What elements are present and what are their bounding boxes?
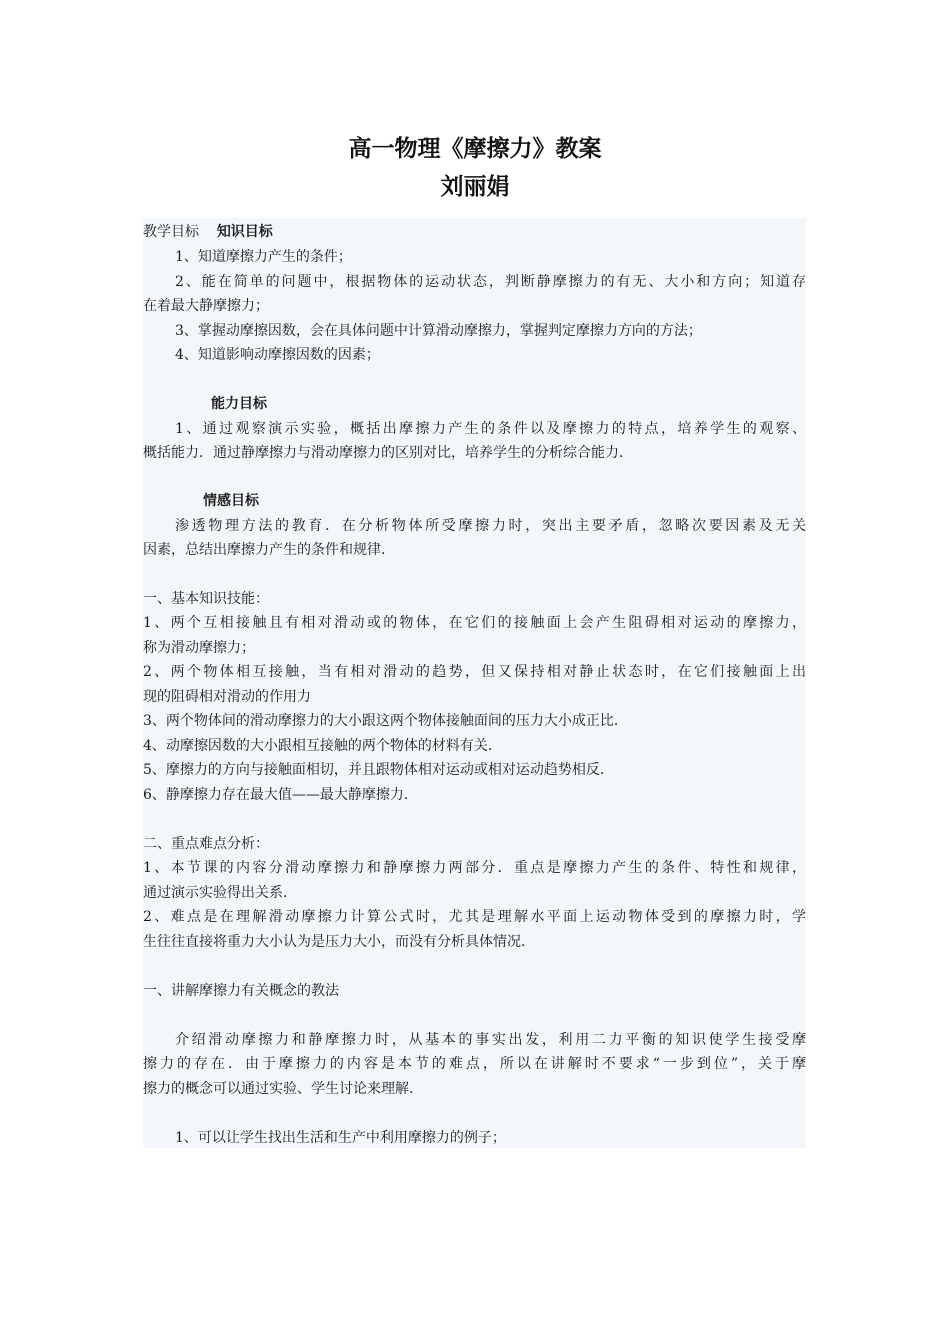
ability-line: 概括能力．通过静摩擦力与滑动摩擦力的区别对比，培养学生的分析综合能力． bbox=[143, 445, 633, 461]
knowledge-item: 2、能在简单的问题中，根据物体的运动状态，判断静摩擦力的有无、大小和方向；知道存 bbox=[175, 274, 806, 290]
section1-line: 现的阻碍相对滑动的作用力 bbox=[143, 689, 311, 705]
knowledge-item: 在着最大静摩擦力； bbox=[143, 298, 269, 314]
section2-line: 2、难点是在理解滑动摩擦力计算公式时，尤其是理解水平面上运动物体受到的摩擦力时，学 bbox=[143, 909, 806, 925]
emotion-line: 因素，总结出摩擦力产生的条件和规律． bbox=[143, 542, 395, 558]
section1-line: 2、两个物体相互接触，当有相对滑动的趋势，但又保持相对静止状态时，在它们接触面上出 bbox=[143, 664, 806, 680]
document-author: 刘丽娟 bbox=[440, 174, 510, 200]
knowledge-item: 4、知道影响动摩擦因数的因素； bbox=[175, 347, 380, 363]
section1-heading: 一、基本知识技能： bbox=[143, 591, 269, 607]
knowledge-item: 1、知道摩擦力产生的条件； bbox=[175, 249, 352, 265]
knowledge-item: 3、掌握动摩擦因数，会在具体问题中计算滑动摩擦力，掌握判定摩擦力方向的方法； bbox=[175, 323, 702, 339]
section3-heading: 一、讲解摩擦力有关概念的教法 bbox=[143, 983, 339, 999]
section2-heading: 二、重点难点分析： bbox=[143, 836, 269, 852]
section3-para-line: 擦力的概念可以通过实验、学生讨论来理解． bbox=[143, 1081, 423, 1097]
document-title: 高一物理《摩擦力》教案 bbox=[348, 136, 602, 162]
knowledge-heading: 知识目标 bbox=[216, 224, 273, 240]
section1-line: 1、两个互相接触且有相对滑动或的物体，在它们的接触面上会产生阻碍相对运动的摩擦力， bbox=[143, 615, 806, 631]
emotion-heading: 情感目标 bbox=[203, 493, 259, 509]
objectives-label: 教学目标 bbox=[143, 224, 199, 240]
emotion-line: 渗透物理方法的教育．在分析物体所受摩擦力时，突出主要矛盾，忽略次要因素及无关 bbox=[175, 518, 806, 534]
section1-line: 6、静摩擦力存在最大值——最大静摩擦力． bbox=[143, 787, 418, 803]
section1-line: 3、两个物体间的滑动摩擦力的大小跟这两个物体接触面间的压力大小成正比． bbox=[143, 713, 628, 729]
ability-line: 1、通过观察演示实验，概括出摩擦力产生的条件以及摩擦力的特点，培养学生的观察、 bbox=[175, 421, 806, 437]
ability-heading: 能力目标 bbox=[211, 396, 267, 412]
section2-line: 通过演示实验得出关系． bbox=[143, 885, 297, 901]
section2-line: 生往往直接将重力大小认为是压力大小，而没有分析具体情况． bbox=[143, 934, 535, 950]
section3-para-line: 介绍滑动摩擦力和静摩擦力时，从基本的事实出发，利用二力平衡的知识使学生接受摩 bbox=[175, 1032, 806, 1048]
section2-line: 1、本节课的内容分滑动摩擦力和静摩擦力两部分．重点是摩擦力产生的条件、特性和规律， bbox=[143, 860, 806, 876]
objectives-heading-line bbox=[143, 222, 806, 242]
section3-para-line: 擦力的存在．由于摩擦力的内容是本节的难点，所以在讲解时不要求“一步到位”，关于摩 bbox=[143, 1056, 806, 1072]
section1-line: 4、动摩擦因数的大小跟相互接触的两个物体的材料有关． bbox=[143, 738, 502, 754]
section3-item: 1、可以让学生找出生活和生产中利用摩擦力的例子； bbox=[175, 1130, 506, 1146]
section1-line: 5、摩擦力的方向与接触面相切，并且跟物体相对运动或相对运动趋势相反． bbox=[143, 762, 614, 778]
section1-line: 称为滑动摩擦力； bbox=[143, 640, 255, 656]
